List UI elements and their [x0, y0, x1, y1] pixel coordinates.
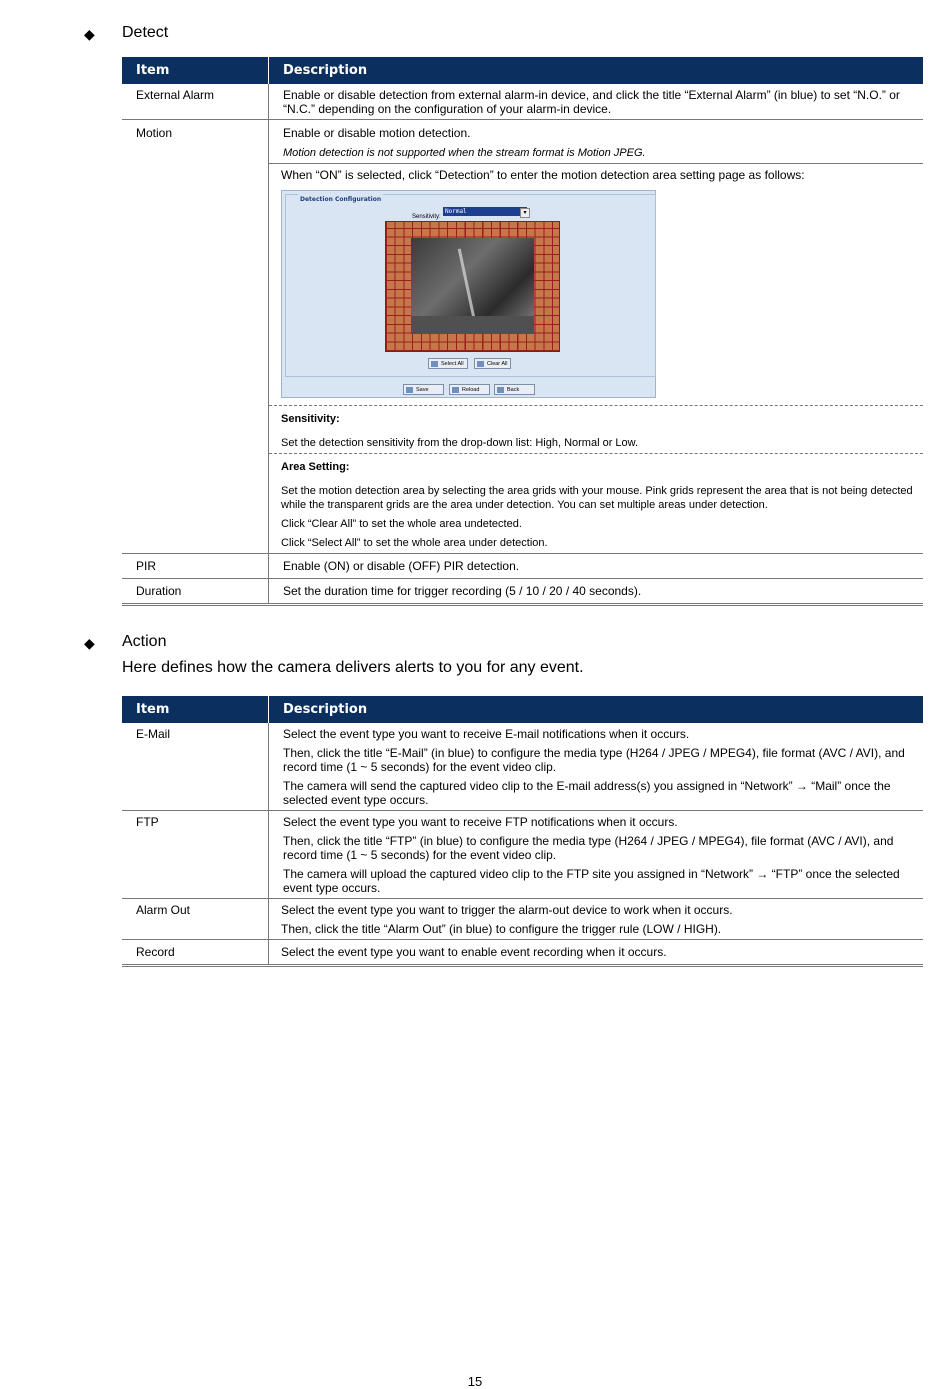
desc-record — [269, 940, 924, 966]
page-number: 15 — [467, 1374, 483, 1389]
table-row — [122, 723, 923, 811]
desc-pir: Enable (ON) or disable (OFF) PIR detection. — [269, 554, 924, 579]
save-button[interactable] — [403, 384, 444, 395]
motion-desc: Enable or disable motion detection. — [283, 126, 471, 140]
back-label: Back — [507, 387, 520, 393]
table-row — [122, 554, 923, 579]
diamond-bullet-icon: ◆ — [84, 635, 95, 651]
motion-desc-cell — [269, 120, 924, 164]
ftp-desc-3: The camera will upload the captured video clip to the FTP site you assigned in “Network” → “FTP” once the selected event type occurs. — [283, 867, 900, 895]
header-item: Item — [122, 57, 269, 84]
motion-note: Motion detection is not supported when the stream format is Motion JPEG. — [283, 147, 646, 159]
table-row — [122, 579, 923, 605]
area-setting-cell — [269, 454, 924, 554]
area-setting-desc: Set the motion detection area by selecting the area grids with your mouse. Pink grids represent the area that is not being detected while the transparent grids are the area under detection. You can set multiple areas under detection. — [281, 485, 913, 511]
detect-title: Detect — [122, 24, 169, 41]
email-desc-1: Select the event type you want to receive E-mail notifications when it occurs. — [283, 727, 690, 741]
save-label: Save — [416, 387, 429, 393]
detection-config-screenshot — [281, 190, 656, 398]
reload-label: Reload — [462, 387, 480, 393]
item-ftp: FTP — [122, 811, 269, 899]
select-all-button[interactable] — [428, 358, 468, 369]
sensitivity-title: Sensitivity: — [281, 413, 340, 425]
table-row — [122, 811, 923, 899]
action-intro: Here defines how the camera delivers alerts to you for any event. — [122, 659, 584, 676]
alarm-out-desc-1: Select the event type you want to trigger the alarm-out device to work when it occurs. — [281, 903, 733, 917]
select-all-desc: Click “Select All” to set the whole area under detection. — [281, 537, 548, 549]
detect-table — [122, 57, 923, 606]
alarm-out-desc-2: Then, click the title “Alarm Out” (in blue) to configure the trigger rule (LOW / HIGH). — [281, 922, 722, 936]
clear-all-icon — [477, 361, 484, 367]
header-description: Description — [269, 57, 924, 84]
item-alarm-out: Alarm Out — [122, 899, 269, 940]
ftp-desc-1: Select the event type you want to receive FTP notifications when it occurs. — [283, 815, 678, 829]
sensitivity-cell — [269, 406, 924, 454]
config-title: Detection Configuration — [298, 193, 383, 207]
desc-alarm-out — [269, 899, 924, 940]
camera-floor — [411, 316, 534, 334]
table-header-row — [122, 696, 923, 723]
clear-all-label: Clear All — [487, 361, 508, 367]
back-icon — [497, 387, 504, 393]
action-title: Action — [122, 633, 167, 650]
camera-view — [411, 238, 534, 334]
email-desc-2: Then, click the title “E-Mail” (in blue) to configure the media type (H264 / JPEG / MPEG4), file format (AVC / AVI), and record time (1 ~ 5 seconds) for the event video clip. — [283, 746, 905, 774]
motion-desc-on: When “ON” is selected, click “Detection” to enter the motion detection area setting page as follows: — [281, 168, 805, 182]
header-item: Item — [122, 696, 269, 723]
select-all-label: Select All — [441, 361, 464, 367]
motion-screenshot-cell — [269, 164, 924, 406]
back-button[interactable] — [494, 384, 535, 395]
desc-ftp — [269, 811, 924, 899]
table-row — [122, 120, 923, 164]
record-desc-1: Select the event type you want to enable event recording when it occurs. — [281, 945, 667, 959]
item-pir: PIR — [122, 554, 269, 579]
reload-icon — [452, 387, 459, 393]
chevron-down-icon[interactable]: ▾ — [520, 208, 530, 218]
config-frame — [285, 194, 656, 377]
clear-all-button[interactable] — [474, 358, 511, 369]
item-email: E-Mail — [122, 723, 269, 811]
table-row — [122, 84, 923, 120]
item-duration: Duration — [122, 579, 269, 605]
sensitivity-label: Sensitivity: — [412, 214, 441, 220]
ftp-desc-2: Then, click the title “FTP” (in blue) to configure the media type (H264 / JPEG / MPEG4), file format (AVC / AVI), and record time (1 ~ 5 seconds) for the event video clip. — [283, 834, 894, 862]
desc-duration: Set the duration time for trigger recording (5 / 10 / 20 / 40 seconds). — [269, 579, 924, 605]
sensitivity-select[interactable]: Normal — [443, 207, 527, 216]
sensitivity-desc: Set the detection sensitivity from the drop-down list: High, Normal or Low. — [281, 437, 639, 449]
table-header-row — [122, 57, 923, 84]
header-description: Description — [269, 696, 924, 723]
reload-button[interactable] — [449, 384, 490, 395]
desc-external-alarm: Enable or disable detection from external alarm-in device, and click the title “External Alarm” (in blue) to set “N.O.” or “N.C.” depending on the configuration of your alarm-in device. — [269, 84, 924, 120]
clear-all-desc: Click “Clear All” to set the whole area undetected. — [281, 518, 522, 530]
item-record: Record — [122, 940, 269, 966]
desc-email — [269, 723, 924, 811]
item-external-alarm: External Alarm — [122, 84, 269, 120]
save-icon — [406, 387, 413, 393]
item-motion: Motion — [122, 120, 269, 554]
action-table — [122, 696, 923, 967]
email-desc-3: The camera will send the captured video clip to the E-mail address(s) you assigned in “Network” → “Mail” once the selected event type occurs. — [283, 779, 891, 807]
diamond-bullet-icon: ◆ — [84, 26, 95, 42]
area-setting-title: Area Setting: — [281, 461, 350, 473]
table-row — [122, 899, 923, 940]
table-row — [122, 940, 923, 966]
select-all-icon — [431, 361, 438, 367]
